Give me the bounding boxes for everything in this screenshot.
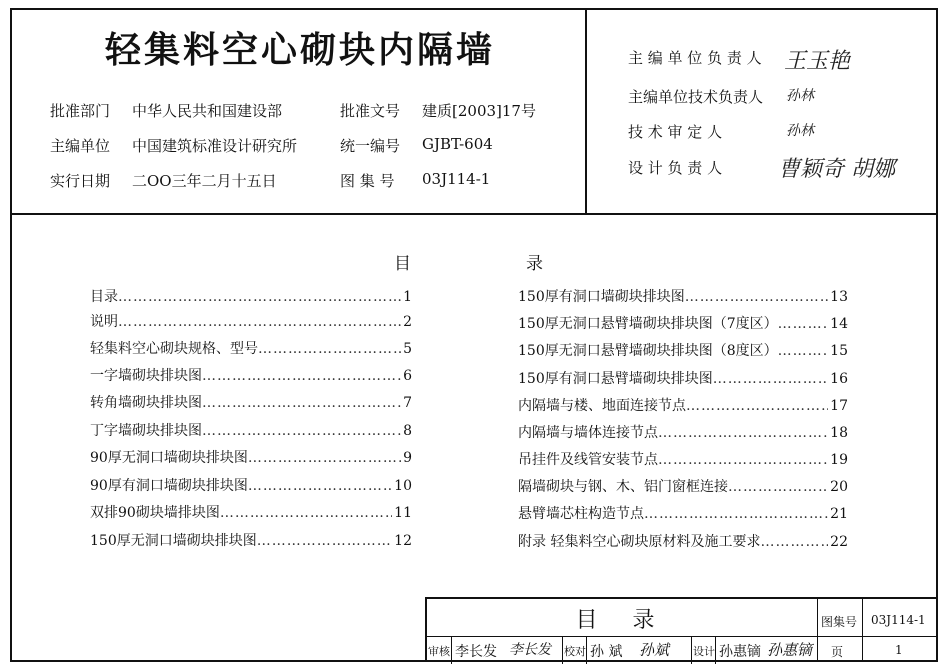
- toc-item-title: 一字墙砌块排块图: [90, 368, 202, 384]
- toc-item-title: 转角墙砌块排块图: [90, 395, 202, 411]
- design-signature: 孙惠镝: [767, 641, 813, 659]
- title-block-divider: [562, 636, 563, 664]
- toc-item[interactable]: [90, 286, 412, 306]
- toc-leader-dots: [658, 452, 828, 468]
- design-name: 孙惠镝: [719, 644, 761, 660]
- toc-item-page: 13: [830, 289, 848, 305]
- toc-leader-dots: [778, 316, 829, 332]
- toc-item-page: 14: [830, 316, 848, 332]
- toc-leader-dots: [658, 425, 828, 441]
- toc-item-page: 15: [830, 343, 848, 359]
- design-label: 设计: [693, 645, 715, 658]
- resp-chief-unit-head: 主 编 单 位 负 责 人: [628, 49, 762, 67]
- info-label: 图 集 号: [340, 172, 395, 190]
- toc-item-title: 丁字墙砌块排块图: [90, 423, 202, 439]
- title-block-divider: [817, 599, 818, 662]
- toc-item-title: 吊挂件及线管安装节点: [518, 452, 658, 468]
- toc-item-title: 双排90砌块墙排块图: [90, 505, 220, 521]
- toc-item-page: 1: [403, 289, 412, 305]
- info-value: 建质[2003]17号: [422, 102, 536, 120]
- toc-item-page: 8: [403, 423, 412, 439]
- check-signature: 孙斌: [639, 641, 670, 659]
- toc-item-page: 10: [394, 478, 412, 494]
- toc-leader-dots: [728, 479, 828, 495]
- toc-item[interactable]: [90, 311, 412, 331]
- review-name: 李长发: [455, 644, 497, 660]
- toc-leader-dots: [202, 423, 401, 439]
- toc-item-page: 20: [830, 479, 848, 495]
- toc-item[interactable]: [518, 449, 848, 469]
- review-label: 审核: [428, 645, 450, 658]
- toc-item-page: 16: [830, 371, 848, 387]
- toc-item-title: 150厚无洞口悬臂墙砌块排块图（8度区）: [518, 343, 778, 359]
- info-value: 03J114-1: [422, 170, 491, 188]
- toc-item-page: 7: [403, 395, 412, 411]
- toc-item-title: 说明: [90, 314, 118, 330]
- title-block-divider: [715, 636, 716, 664]
- info-value: GJBT-604: [422, 135, 493, 153]
- toc-item[interactable]: [90, 475, 412, 495]
- header-divider: [10, 213, 938, 215]
- resp-design-head: 设 计 负 责 人: [628, 159, 723, 177]
- signature-chief-unit-head: 王玉艳: [784, 49, 851, 74]
- toc-leader-dots: [257, 533, 392, 549]
- toc-item[interactable]: [518, 531, 848, 551]
- toc-item-title: 悬臂墙芯柱构造节点: [518, 506, 644, 522]
- info-label: 统一编号: [340, 137, 401, 155]
- toc-leader-dots: [685, 289, 828, 305]
- toc-leader-dots: [118, 289, 401, 305]
- toc-leader-dots: [760, 534, 828, 550]
- toc-item[interactable]: [90, 420, 412, 440]
- toc-item-page: 6: [403, 368, 412, 384]
- toc-leader-dots: [686, 398, 828, 414]
- toc-item-page: 11: [394, 505, 412, 521]
- title-block-divider: [586, 636, 587, 664]
- info-label: 批准文号: [340, 102, 401, 120]
- toc-item-title: 150厚无洞口悬臂墙砌块排块图（7度区）: [518, 316, 778, 332]
- toc-item-title: 90厚有洞口墙砌块排块图: [90, 478, 248, 494]
- title-block-divider: [691, 636, 692, 664]
- toc-item[interactable]: [518, 395, 848, 415]
- toc-item-page: 9: [403, 450, 412, 466]
- toc-item-page: 19: [830, 452, 848, 468]
- title-block-divider: [862, 599, 863, 662]
- toc-item[interactable]: [90, 365, 412, 385]
- toc-item-page: 21: [830, 506, 848, 522]
- toc-leader-dots: [778, 343, 829, 359]
- toc-item[interactable]: [90, 447, 412, 467]
- atlas-number-value: 03J114-1: [871, 613, 926, 627]
- toc-item-title: 90厚无洞口墙砌块排块图: [90, 450, 248, 466]
- toc-item-page: 12: [394, 533, 412, 549]
- toc-item-page: 22: [830, 534, 848, 550]
- toc-item-title: 隔墙砌块与钢、木、铝门窗框连接: [518, 479, 728, 495]
- toc-item[interactable]: [90, 502, 412, 522]
- toc-leader-dots: [258, 341, 401, 357]
- toc-item[interactable]: [518, 368, 848, 388]
- toc-item-title: 内隔墙与墙体连接节点: [518, 425, 658, 441]
- toc-item-title: 内隔墙与楼、地面连接节点: [518, 398, 686, 414]
- toc-item-page: 17: [830, 398, 848, 414]
- toc-item-title: 轻集料空心砌块规格、型号: [90, 341, 258, 357]
- sheet-title: 目 录: [575, 608, 669, 633]
- signature-technical-reviewer: 孙林: [786, 123, 814, 139]
- toc-item-title: 150厚无洞口墙砌块排块图: [90, 533, 257, 549]
- signature-technical-head: 孙林: [786, 88, 814, 104]
- page-label: 页: [831, 645, 844, 659]
- check-label: 校对: [564, 645, 586, 658]
- info-label: 主编单位: [50, 137, 111, 155]
- toc-item-page: 2: [403, 314, 412, 330]
- resp-technical-head: 主编单位技术负责人: [628, 88, 764, 106]
- toc-item-title: 目录: [90, 289, 118, 305]
- toc-leader-dots: [202, 395, 401, 411]
- toc-item-title: 150厚有洞口墙砌块排块图: [518, 289, 685, 305]
- title-block-divider: [451, 636, 452, 664]
- toc-heading-left: 目: [394, 254, 411, 274]
- toc-leader-dots: [202, 368, 401, 384]
- page-number: 1: [895, 643, 903, 657]
- toc-leader-dots: [248, 450, 401, 466]
- check-name: 孙 斌: [590, 644, 623, 660]
- toc-leader-dots: [713, 371, 828, 387]
- signature-design-head: 曹颖奇 胡娜: [778, 157, 895, 182]
- title-block: [425, 597, 938, 662]
- toc-item[interactable]: [518, 286, 848, 306]
- toc-item[interactable]: [90, 530, 412, 550]
- toc-item-title: 附录 轻集料空心砌块原材料及施工要求: [518, 534, 761, 550]
- info-label: 实行日期: [50, 172, 111, 190]
- toc-leader-dots: [644, 506, 828, 522]
- resp-technical-reviewer: 技 术 审 定 人: [628, 123, 723, 141]
- info-value: 二OO三年二月十五日: [132, 172, 277, 190]
- toc-item[interactable]: [518, 422, 848, 442]
- toc-item-page: 18: [830, 425, 848, 441]
- toc-item[interactable]: [518, 313, 848, 333]
- toc-leader-dots: [118, 314, 401, 330]
- review-signature: 李长发: [509, 642, 551, 658]
- info-label: 批准部门: [50, 102, 111, 120]
- info-value: 中国建筑标准设计研究所: [132, 137, 298, 155]
- toc-item-page: 5: [403, 341, 412, 357]
- toc-item[interactable]: [90, 392, 412, 412]
- document-title: 轻集料空心砌块内隔墙: [104, 30, 495, 71]
- toc-heading-right: 录: [526, 254, 543, 274]
- toc-item[interactable]: [90, 338, 412, 358]
- toc-item[interactable]: [518, 340, 848, 360]
- toc-leader-dots: [220, 505, 392, 521]
- toc-leader-dots: [248, 478, 392, 494]
- toc-item[interactable]: [518, 476, 848, 496]
- info-value: 中华人民共和国建设部: [132, 102, 283, 120]
- header-vertical-divider: [585, 8, 587, 213]
- toc-item-title: 150厚有洞口悬臂墙砌块排块图: [518, 371, 713, 387]
- toc-item[interactable]: [518, 503, 848, 523]
- atlas-number-label: 图集号: [821, 615, 858, 629]
